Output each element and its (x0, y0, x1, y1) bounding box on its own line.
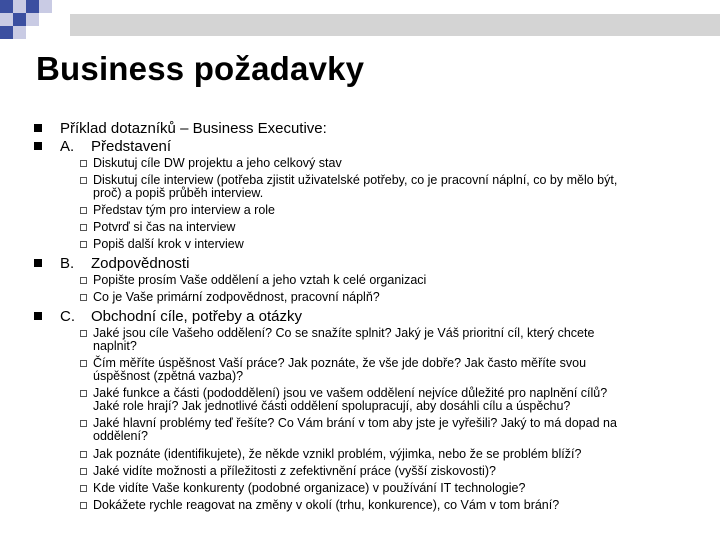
square-bullet-icon (34, 142, 42, 150)
hollow-bullet-icon (80, 360, 87, 367)
hollow-bullet-icon (80, 451, 87, 458)
page-title: Business požadavky (36, 50, 365, 87)
hollow-bullet-icon (80, 468, 87, 475)
hollow-bullet-icon (80, 207, 87, 214)
square-bullet-icon (34, 312, 42, 320)
list-item-text: Jak poznáte (identifikujete), že někde vznikl problém, výjimka, nebo že se problém blíží? (93, 447, 582, 461)
hollow-bullet-icon (80, 330, 87, 337)
list-item-text: Popiš další krok v interview (93, 237, 244, 251)
list-item-text: Jaké vidíte možnosti a příležitosti z zefektivnění práce (vyšší ziskovosti)? (93, 464, 496, 478)
list-item-text: oddělení? (93, 429, 148, 443)
hollow-bullet-icon (80, 390, 87, 397)
list-item-text: Diskutuj cíle interview (potřeba zjistit uživatelské potřeby, co je pracovní náplní, co by mělo být, (93, 173, 618, 187)
hollow-bullet-icon (80, 502, 87, 509)
hollow-bullet-icon (80, 177, 87, 184)
hollow-bullet-icon (80, 294, 87, 301)
list-item-text: Dokážete rychle reagovat na změny v okolí (trhu, konkurence), co Vám v tom brání? (93, 498, 560, 512)
list-item-text: naplnit? (93, 339, 137, 353)
list-item-text: Představ tým pro interview a role (93, 203, 276, 217)
list-item-text: Jaké funkce a části (pododdělení) jsou ve vašem oddělení nejvíce důležité pro naplnění cílů? (93, 386, 608, 400)
section-letter: B. (60, 255, 75, 272)
list-item-text: Jaké jsou cíle Vašeho oddělení? Co se snažíte splnit? Jaký je Váš prioritní cíl, který chcete (93, 326, 595, 340)
level1-text: Příklad dotazníků – Business Executive: (60, 120, 327, 137)
list-item-text: Jaké hlavní problémy teď řešíte? Co Vám brání v tom aby jste je vyřešili? Jaký to má dopad na (93, 416, 617, 430)
square-bullet-icon (34, 124, 42, 132)
square-bullet-icon (34, 259, 42, 267)
hollow-bullet-icon (80, 241, 87, 248)
hollow-bullet-icon (80, 277, 87, 284)
hollow-bullet-icon (80, 160, 87, 167)
hollow-bullet-icon (80, 420, 87, 427)
list-item-text: Co je Vaše primární zodpovědnost, pracovní náplň? (93, 290, 380, 304)
hollow-bullet-icon (80, 224, 87, 231)
level1-text: Představení (91, 138, 172, 155)
list-item-text: Čím měříte úspěšnost Vaší práce? Jak poznáte, že vše jde dobře? Jak často měříte svou (93, 356, 587, 370)
list-item-text: Kde vidíte Vaše konkurenty (podobné organizace) v používání IT technologie? (93, 481, 526, 495)
level1-text: Obchodní cíle, potřeby a otázky (91, 308, 302, 325)
list-item-text: Diskutuj cíle DW projektu a jeho celkový stav (93, 156, 342, 170)
list-item-text: Popište prosím Vaše oddělení a jeho vztah k celé organizaci (93, 273, 427, 287)
list-item-text: proč) a popiš průběh interview. (93, 186, 264, 200)
hollow-bullet-icon (80, 485, 87, 492)
list-item-text: úspěšnost (zpětná vazba)? (93, 369, 244, 383)
section-letter: A. (60, 138, 75, 155)
list-item-text: Jaké role hrají? Jak jednotlivé části oddělení spolupracují, aby dosáhli cílu a úspěchu? (93, 399, 571, 413)
level1-text: Zodpovědnosti (91, 255, 190, 272)
list-item-text: Potvrď si čas na interview (93, 220, 236, 234)
section-letter: C. (60, 308, 75, 325)
